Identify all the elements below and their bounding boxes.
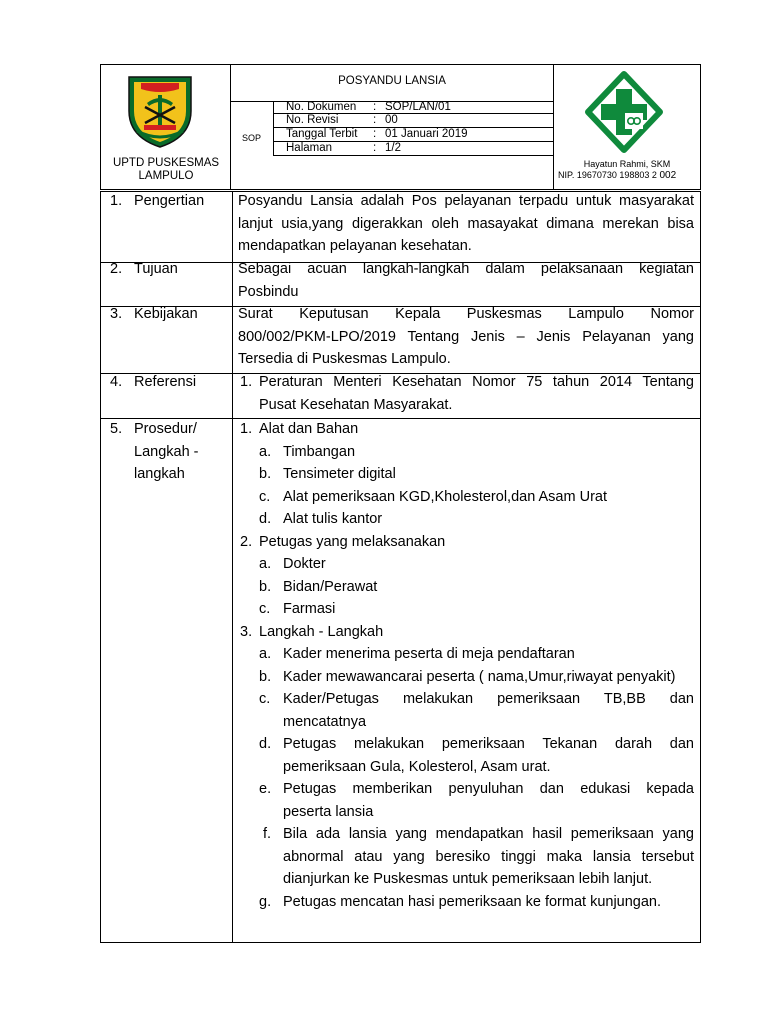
signatory-nip-suffix: 002 (659, 170, 677, 181)
text-line: 800/002/PKM-LPO/2019 Tentang Jenis – Jenis Pelayanan yang (238, 328, 694, 345)
group-number: 2. (240, 533, 253, 550)
section-prosedur-label (110, 418, 199, 486)
section-number: 5. (110, 421, 123, 437)
text-line: Tersedia di Puskesmas Lampulo. (238, 351, 451, 367)
section-pengertian-label (110, 190, 204, 213)
meta-label-tanggal: Tanggal Terbit (286, 128, 358, 140)
section-title: Tujuan (134, 261, 178, 277)
section-title: Referensi (134, 374, 197, 390)
text-line: mendapatkan pelayanan kesehatan. (238, 238, 472, 254)
group-title: Petugas yang melaksanakan (259, 533, 446, 550)
section-prosedur-content (240, 418, 694, 913)
list-item: a. Dokter (259, 556, 326, 572)
item-number: 1. (240, 374, 253, 390)
section-tujuan-content (238, 258, 694, 303)
section-kebijakan-label (110, 303, 198, 326)
signatory-nip (558, 170, 700, 181)
document-title: POSYANDU LANSIA (338, 75, 446, 87)
section-title-line: langkah (134, 466, 185, 482)
text-line: Sebagai acuan langkah-langkah dalam pelaksanaan kegiatan (238, 261, 694, 277)
text-line: Pusat Kesehatan Masyarakat. (259, 396, 453, 413)
meta-value-halaman: 1/2 (385, 142, 401, 154)
aceh-crest-logo (127, 73, 193, 149)
section-tujuan-label (110, 258, 178, 281)
text-line: Peraturan Menteri Kesehatan Nomor 75 tahun 2014 Tentang (259, 374, 694, 390)
section-title: Kebijakan (134, 306, 198, 322)
meta-value-tanggal: 01 Januari 2019 (385, 128, 468, 140)
meta-value-revisi: 00 (385, 114, 398, 126)
section-title-line: Prosedur/ (134, 421, 197, 437)
group-title: Alat dan Bahan (259, 421, 359, 437)
section-kebijakan-content (238, 303, 694, 371)
section-referensi-label (110, 371, 196, 394)
list-item: a. Timbangan (259, 443, 356, 460)
meta-value-dokumen: SOP/LAN/01 (385, 101, 451, 113)
section-referensi-content (240, 371, 694, 416)
meta-sep: : (373, 101, 377, 113)
meta-label-halaman: Halaman (286, 142, 333, 154)
text-line: Posbindu (238, 283, 299, 300)
procedure-group-alat (240, 418, 694, 441)
meta-label-dokumen: No. Dokumen (286, 101, 357, 113)
signatory-name: Hayatun Rahmi, SKM (583, 159, 671, 169)
procedure-group-petugas (240, 531, 694, 554)
text-line: Surat Keputusan Kepala Puskesmas Lampulo Nomor (238, 306, 694, 322)
list-item: c. Kader/Petugas melakukan pemeriksaan TB,BB dan mencatatnya (259, 691, 694, 730)
signatory-nip-main: NIP. 19670730 198803 2 (558, 170, 657, 180)
list-item: g. Petugas mencatan hasi pemeriksaan ke format kunjungan. (259, 893, 662, 910)
text-line: Posyandu Lansia adalah Pos pelayanan terpadu untuk masyarakat (238, 193, 694, 209)
section-title-line: Langkah - (134, 443, 199, 460)
meta-sep: : (373, 128, 377, 140)
list-item: b. Kader mewawancarai peserta ( nama,Umur,riwayat penyakit) (259, 668, 676, 685)
section-number: 4. (110, 374, 123, 390)
group-number: 1. (240, 421, 253, 437)
meta-sep: : (373, 142, 377, 154)
list-item: d. Petugas melakukan pemeriksaan Tekanan darah dan pemeriksaan Gula, Kolesterol, Asam urat. (259, 736, 694, 775)
section-title: Pengertian (134, 193, 205, 209)
group-number: 3. (240, 623, 253, 640)
procedure-group-langkah (240, 621, 694, 644)
list-item: d. Alat tulis kantor (259, 511, 383, 527)
list-item: b. Tensimeter digital (259, 466, 396, 482)
list-item: a. Kader menerima peserta di meja pendaftaran (259, 646, 575, 662)
meta-label-revisi: No. Revisi (286, 114, 339, 126)
list-item: e. Petugas memberikan penyuluhan dan edukasi kepada peserta lansia (259, 781, 694, 820)
org-name: UPTD PUSKESMAS LAMPULO (112, 157, 220, 182)
section-number: 2. (110, 261, 123, 277)
sop-label: SOP (242, 133, 262, 143)
group-title: Langkah - Langkah (259, 623, 384, 640)
section-number: 1. (110, 193, 123, 209)
text-line: lanjut usia,yang digerakkan oleh masayakat dimana merekan bisa (238, 215, 694, 232)
list-item: c. Alat pemeriksaan KGD,Kholesterol,dan Asam Urat (259, 488, 607, 505)
list-item: c. Farmasi (259, 601, 336, 617)
list-item: f. Bila ada lansia yang mendapatkan hasil pemeriksaan yang abnormal atau yang beresiko tinggi maka lansia tersebut dianjurkan ke Puskesmas untuk pemeriksaan lebih lanjut. (263, 826, 694, 887)
meta-sep: : (373, 114, 377, 126)
section-pengertian-content (238, 190, 694, 258)
section-number: 3. (110, 306, 123, 322)
list-item: b. Bidan/Perawat (259, 578, 378, 595)
puskesmas-logo (585, 71, 663, 153)
